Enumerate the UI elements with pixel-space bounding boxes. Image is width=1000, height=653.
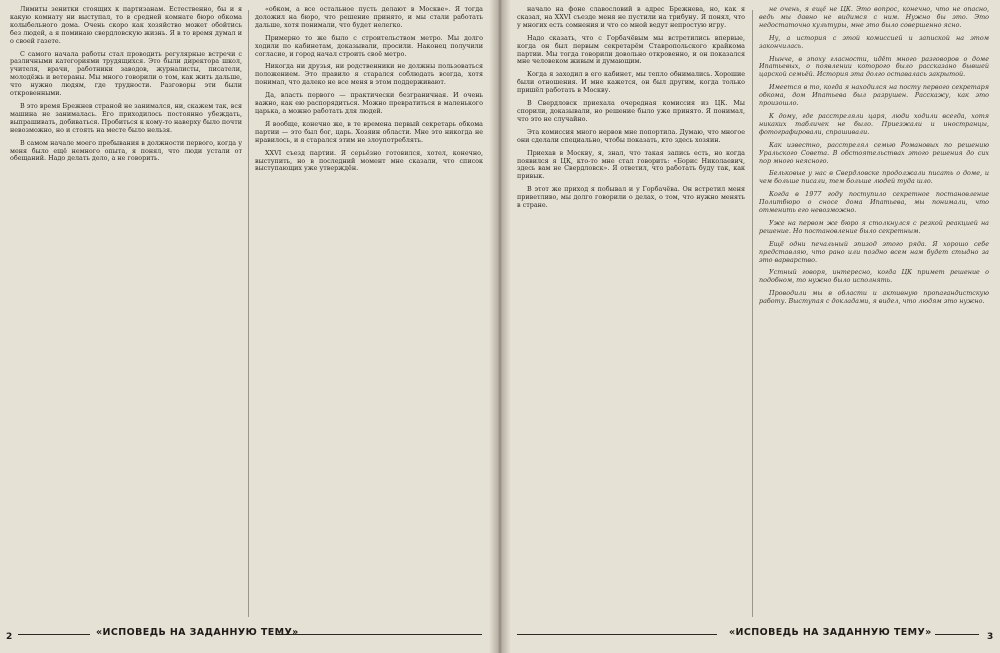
paragraph: Как известно, расстрелял семью Романовых по решению Уральского Совета. В обстоятельствах этого решения до сих пор много неясного. bbox=[759, 140, 989, 165]
paragraph: Ещё одни печальный эпизод этого ряда. Я хорошо себе представляю, что рано или поздно всем нам будет стыдно за это варварство. bbox=[759, 239, 989, 264]
right-column-1 bbox=[517, 6, 745, 623]
page-number: 2 bbox=[6, 632, 13, 642]
paragraph: Проводили мы в области и активную пропагандистскую работу. Выступая с докладами, я видел, что людям это нужно. bbox=[759, 289, 989, 306]
footer-rule bbox=[517, 634, 717, 635]
right-page bbox=[503, 0, 1000, 653]
paragraph: XXVI съезд партии. Я серьёзно готовился, хотел, конечно, выступить, но в последний момент мне сказали, что список выступающих уже утверждён. bbox=[255, 148, 483, 173]
paragraph: В этот же приход я побывал и у Горбачёва. Он встретил меня приветливо, мы долго говорили о делах, о том, что нужно менять в стране. bbox=[517, 185, 745, 210]
paragraph: Я вообще, конечно же, в те времена первый секретарь обкома партии — это был бог, царь. Хозяин области. Мне это никогда не нравилось, и я старался этим не злоупотреблять. bbox=[255, 119, 483, 144]
paragraph: К дому, где расстреляли царя, люди ходили всегда, хотя никаких табличек не было. Приезжали и иностранцы, фотографировали, спрашивали. bbox=[759, 111, 989, 136]
paragraph: Устный говоря, интересно, когда ЦК примет решение о подобном, то нужно было исполнять. bbox=[759, 268, 989, 285]
paragraph: С самого начала работы стал проводить регулярные встречи с различными категориями трудящихся. Это были директора школ, учителя, врачи, работники заводов, журналисты, писатели, молодёжь и ветераны. Мы много говорили о том, как жить дальше, что нужно людям, где трудности. Разговоры эти были откровенными. bbox=[10, 49, 242, 98]
footer-rule bbox=[276, 634, 482, 635]
page-footer-title: «ИСПОВЕДЬ НА ЗАДАННУЮ ТЕМУ» bbox=[96, 627, 299, 638]
paragraph: «обком, а все остальное пусть делают в Москве». Я тогда доложил на бюро, что решение принято, и мы стали работать дальше, хотя понимали, что будет нелегко. bbox=[255, 6, 483, 29]
paragraph: Когда в 1977 году поступило секретное постановление Политбюро о сносе дома Ипатьева, мы понимали, что отменить его невозможно. bbox=[759, 190, 989, 215]
footer-rule bbox=[18, 634, 90, 635]
page-number: 3 bbox=[987, 632, 994, 642]
footer-rule bbox=[935, 634, 979, 635]
paragraph: В это время Брежнев страной не занимался, ни, скажем так, вся машина не занималась. Его приходилось постоянно убеждать, выпрашивать, добиваться. Пробиться к кому-то наверху было почти невозможно, но и стоять на месте было нельзя. bbox=[10, 101, 242, 134]
paragraph: Имеется в то, когда я находился на посту первого секретаря обкома, дом Ипатьева был разрушен. Расскажу, как это произошло. bbox=[759, 83, 989, 108]
paragraph: Никогда ни друзья, ни родственники не должны пользоваться положением. Это правило я старался соблюдать всегда, хотя понимал, что далеко не все меня в этом поддерживают. bbox=[255, 62, 483, 87]
paragraph: не очень, я ещё не ЦК. Это вопрос, конечно, что не опасно, ведь мы давно не видимся с ним. Нужно бы это. Это недостаточно культуры, мне это было совершенно ясно. bbox=[759, 6, 989, 29]
paragraph: Лимиты зенитки стоящих к партизанам. Естественно, бы и я какую комнату ни выступал, то в средней комнате бюро обкома колыбельного дома. Очень скоро как хозяйство может обойтись без людей, а я поминаю свердловскую жизнь. Я в то время думал и о своей газете. bbox=[10, 6, 242, 45]
page-footer-title: «ИСПОВЕДЬ НА ЗАДАННУЮ ТЕМУ» bbox=[729, 627, 932, 638]
paragraph: Когда я заходил в его кабинет, мы тепло обнимались. Хорошие были отношения. И мне кажется, он был другим, когда только пришёл работать в Москву. bbox=[517, 70, 745, 95]
column-divider bbox=[752, 10, 753, 617]
paragraph: Нынче, в эпоху гласности, идёт много разговоров о доме Ипатьевых, о появлении которого было рассказано бывшей царской семьёй. История эта долго оставалась закрытой. bbox=[759, 54, 989, 79]
paragraph: Надо сказать, что с Горбачёвым мы встретились впервые, когда он был первым секретарём Ставропольского крайкома партии. Мы тогда говорили довольно откровенно, и он показался мне человеком живым и думающим. bbox=[517, 33, 745, 66]
column-divider bbox=[248, 10, 249, 617]
paragraph: Бельковые у нас в Свердловске продолжали писать о доме, и чем больше писали, тем больше людей туда шло. bbox=[759, 169, 989, 186]
left-column-1 bbox=[10, 6, 242, 623]
paragraph: В Свердловск приехала очередная комиссия из ЦК. Мы спорили, доказывали, но решение было уже принято. Я понимал, что это не случайно. bbox=[517, 99, 745, 123]
paragraph: Примерно то же было с строительством метро. Мы долго ходили по кабинетам, доказывали, просили. Наконец получили согласие, и город начал строить своё метро. bbox=[255, 33, 483, 58]
binding-gutter bbox=[489, 0, 511, 653]
paragraph: Ну, а история с этой комиссией и запиской на этом закончилась. bbox=[759, 33, 989, 50]
paragraph: Да, власть первого — практически безграничная. И очень важно, как ею распорядиться. Можно превратиться в маленького царька, а можно работать для людей. bbox=[255, 91, 483, 115]
paragraph: Приехав в Москву, я, знал, что такая запись есть, но когда появился я ЦК, кто-то мне стал говорить: «Борис Николаевич, здесь вам не Свердловск». Я ответил, что работать буду так, как привык. bbox=[517, 148, 745, 181]
paragraph: начало на фоне славословий в адрес Брежнева, но, как я сказал, на ХХVI съезде меня не пустили на трибуну. Я понял, что у многих есть сомнения и что со мной ведут непростую игру. bbox=[517, 6, 745, 29]
left-column-2 bbox=[255, 6, 483, 623]
paragraph: Уже на первом же бюро я столкнулся с резкой реакцией на решение. Но постановление было секретным. bbox=[759, 218, 989, 235]
left-page bbox=[0, 0, 497, 653]
paragraph: Эта комиссия много нервов мне попортила. Думаю, что многое они сделали специально, чтобы показать, кто здесь хозяин. bbox=[517, 127, 745, 144]
right-column-2 bbox=[759, 6, 989, 623]
paragraph: В самом начале моего пребывания в должности первого, когда у меня было ещё немного опыта, я понял, что люди устали от обещаний. Надо делать дело, а не говорить. bbox=[10, 138, 242, 163]
